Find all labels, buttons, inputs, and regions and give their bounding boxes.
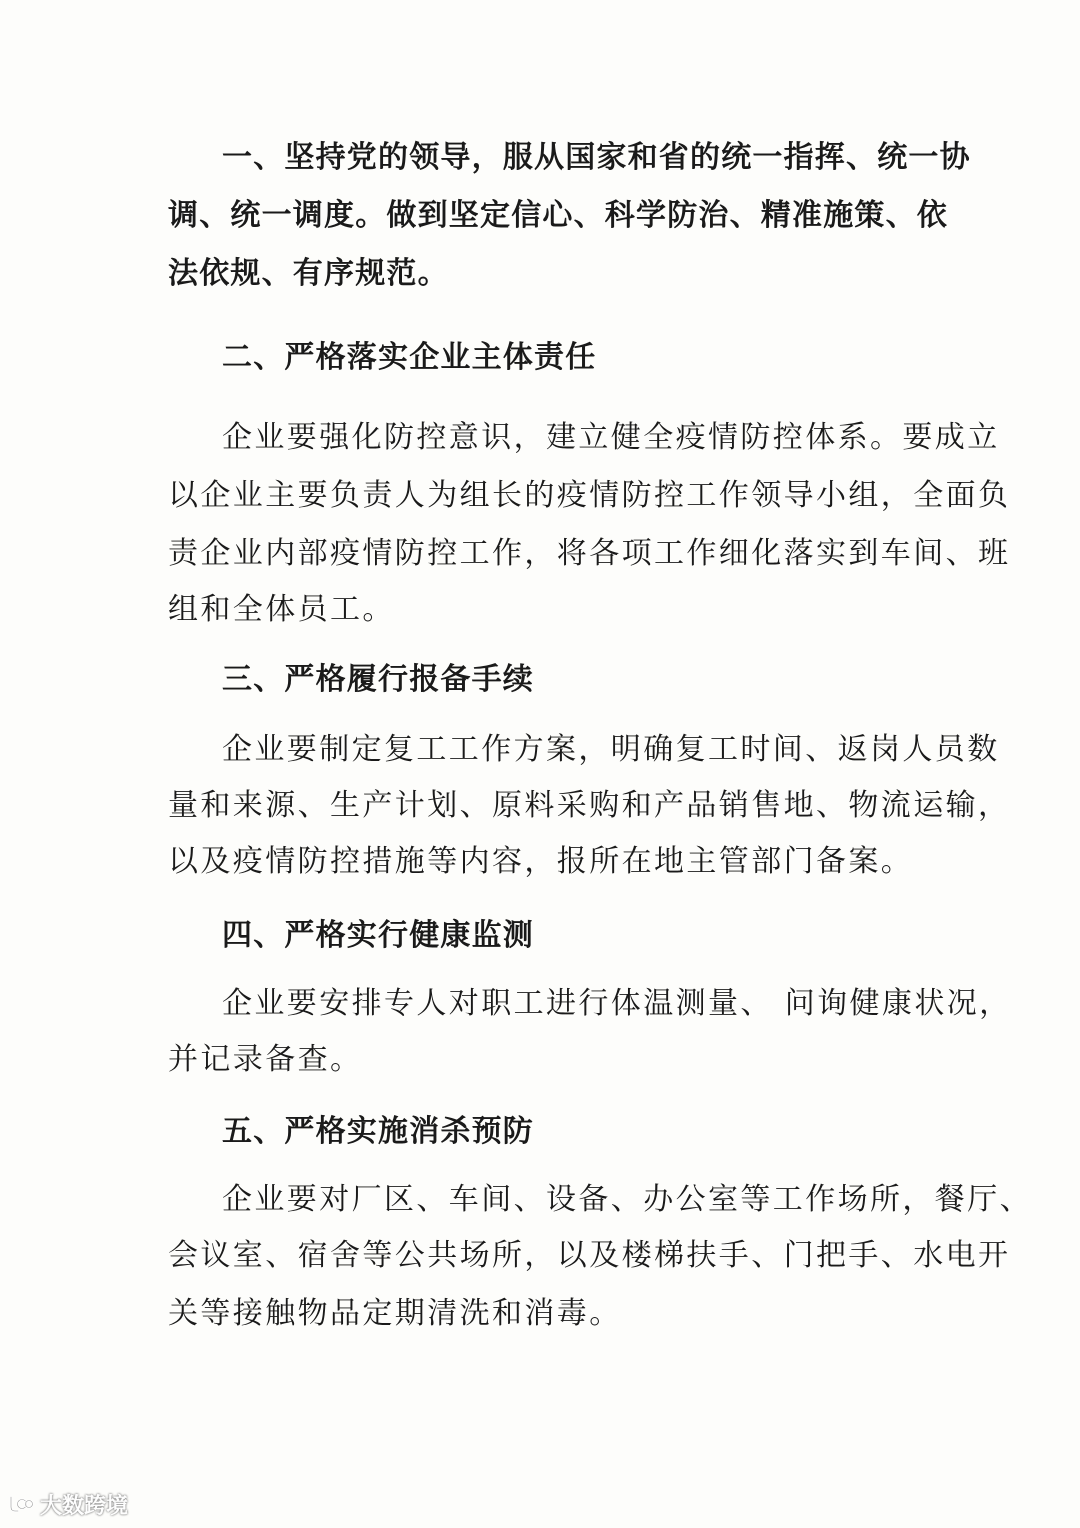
section1-line-1: 一、坚持党的领导，服从国家和省的统一指挥、统一协: [222, 140, 971, 175]
section5-line-3: 关等接触物品定期清洗和消毒。: [168, 1296, 622, 1331]
section1-line-2: 调、统一调度。做到坚定信心、科学防治、精准施策、依: [168, 198, 948, 233]
section2-line-2: 以企业主要负责人为组长的疫情防控工作领导小组，全面负: [168, 478, 1011, 513]
section2-line-1: 企业要强化防控意识，建立健全疫情防控体系。要成立: [222, 420, 1000, 455]
watermark: [8, 1488, 128, 1520]
logo-icon: [8, 1493, 34, 1515]
section5-line-2: 会议室、宿舍等公共场所，以及楼梯扶手、门把手、水电开: [168, 1238, 1011, 1273]
section2-line-4: 组和全体员工。: [168, 592, 395, 627]
section3-heading: 三、严格履行报备手续: [222, 662, 534, 697]
section4-line-2: 并记录备查。: [168, 1042, 363, 1077]
section5-line-1: 企业要对厂区、车间、设备、办公室等工作场所，餐厅、: [222, 1182, 1032, 1217]
section3-line-3: 以及疫情防控措施等内容，报所在地主管部门备案。: [168, 844, 914, 879]
section4-heading: 四、严格实行健康监测: [222, 918, 534, 953]
section4-line-1: 企业要安排专人对职工进行体温测量、 问询健康状况，: [222, 986, 1012, 1021]
section3-line-2: 量和来源、生产计划、原料采购和产品销售地、物流运输，: [168, 788, 1011, 823]
section5-heading: 五、严格实施消杀预防: [222, 1114, 534, 1149]
section1-line-3: 法依规、有序规范。: [168, 256, 449, 291]
section3-line-1: 企业要制定复工工作方案，明确复工时间、返岗人员数: [222, 732, 1000, 767]
section2-line-3: 责企业内部疫情防控工作，将各项工作细化落实到车间、班: [168, 536, 1011, 571]
section2-heading: 二、严格落实企业主体责任: [222, 340, 597, 375]
watermark-text: 大数跨境: [40, 1493, 129, 1519]
